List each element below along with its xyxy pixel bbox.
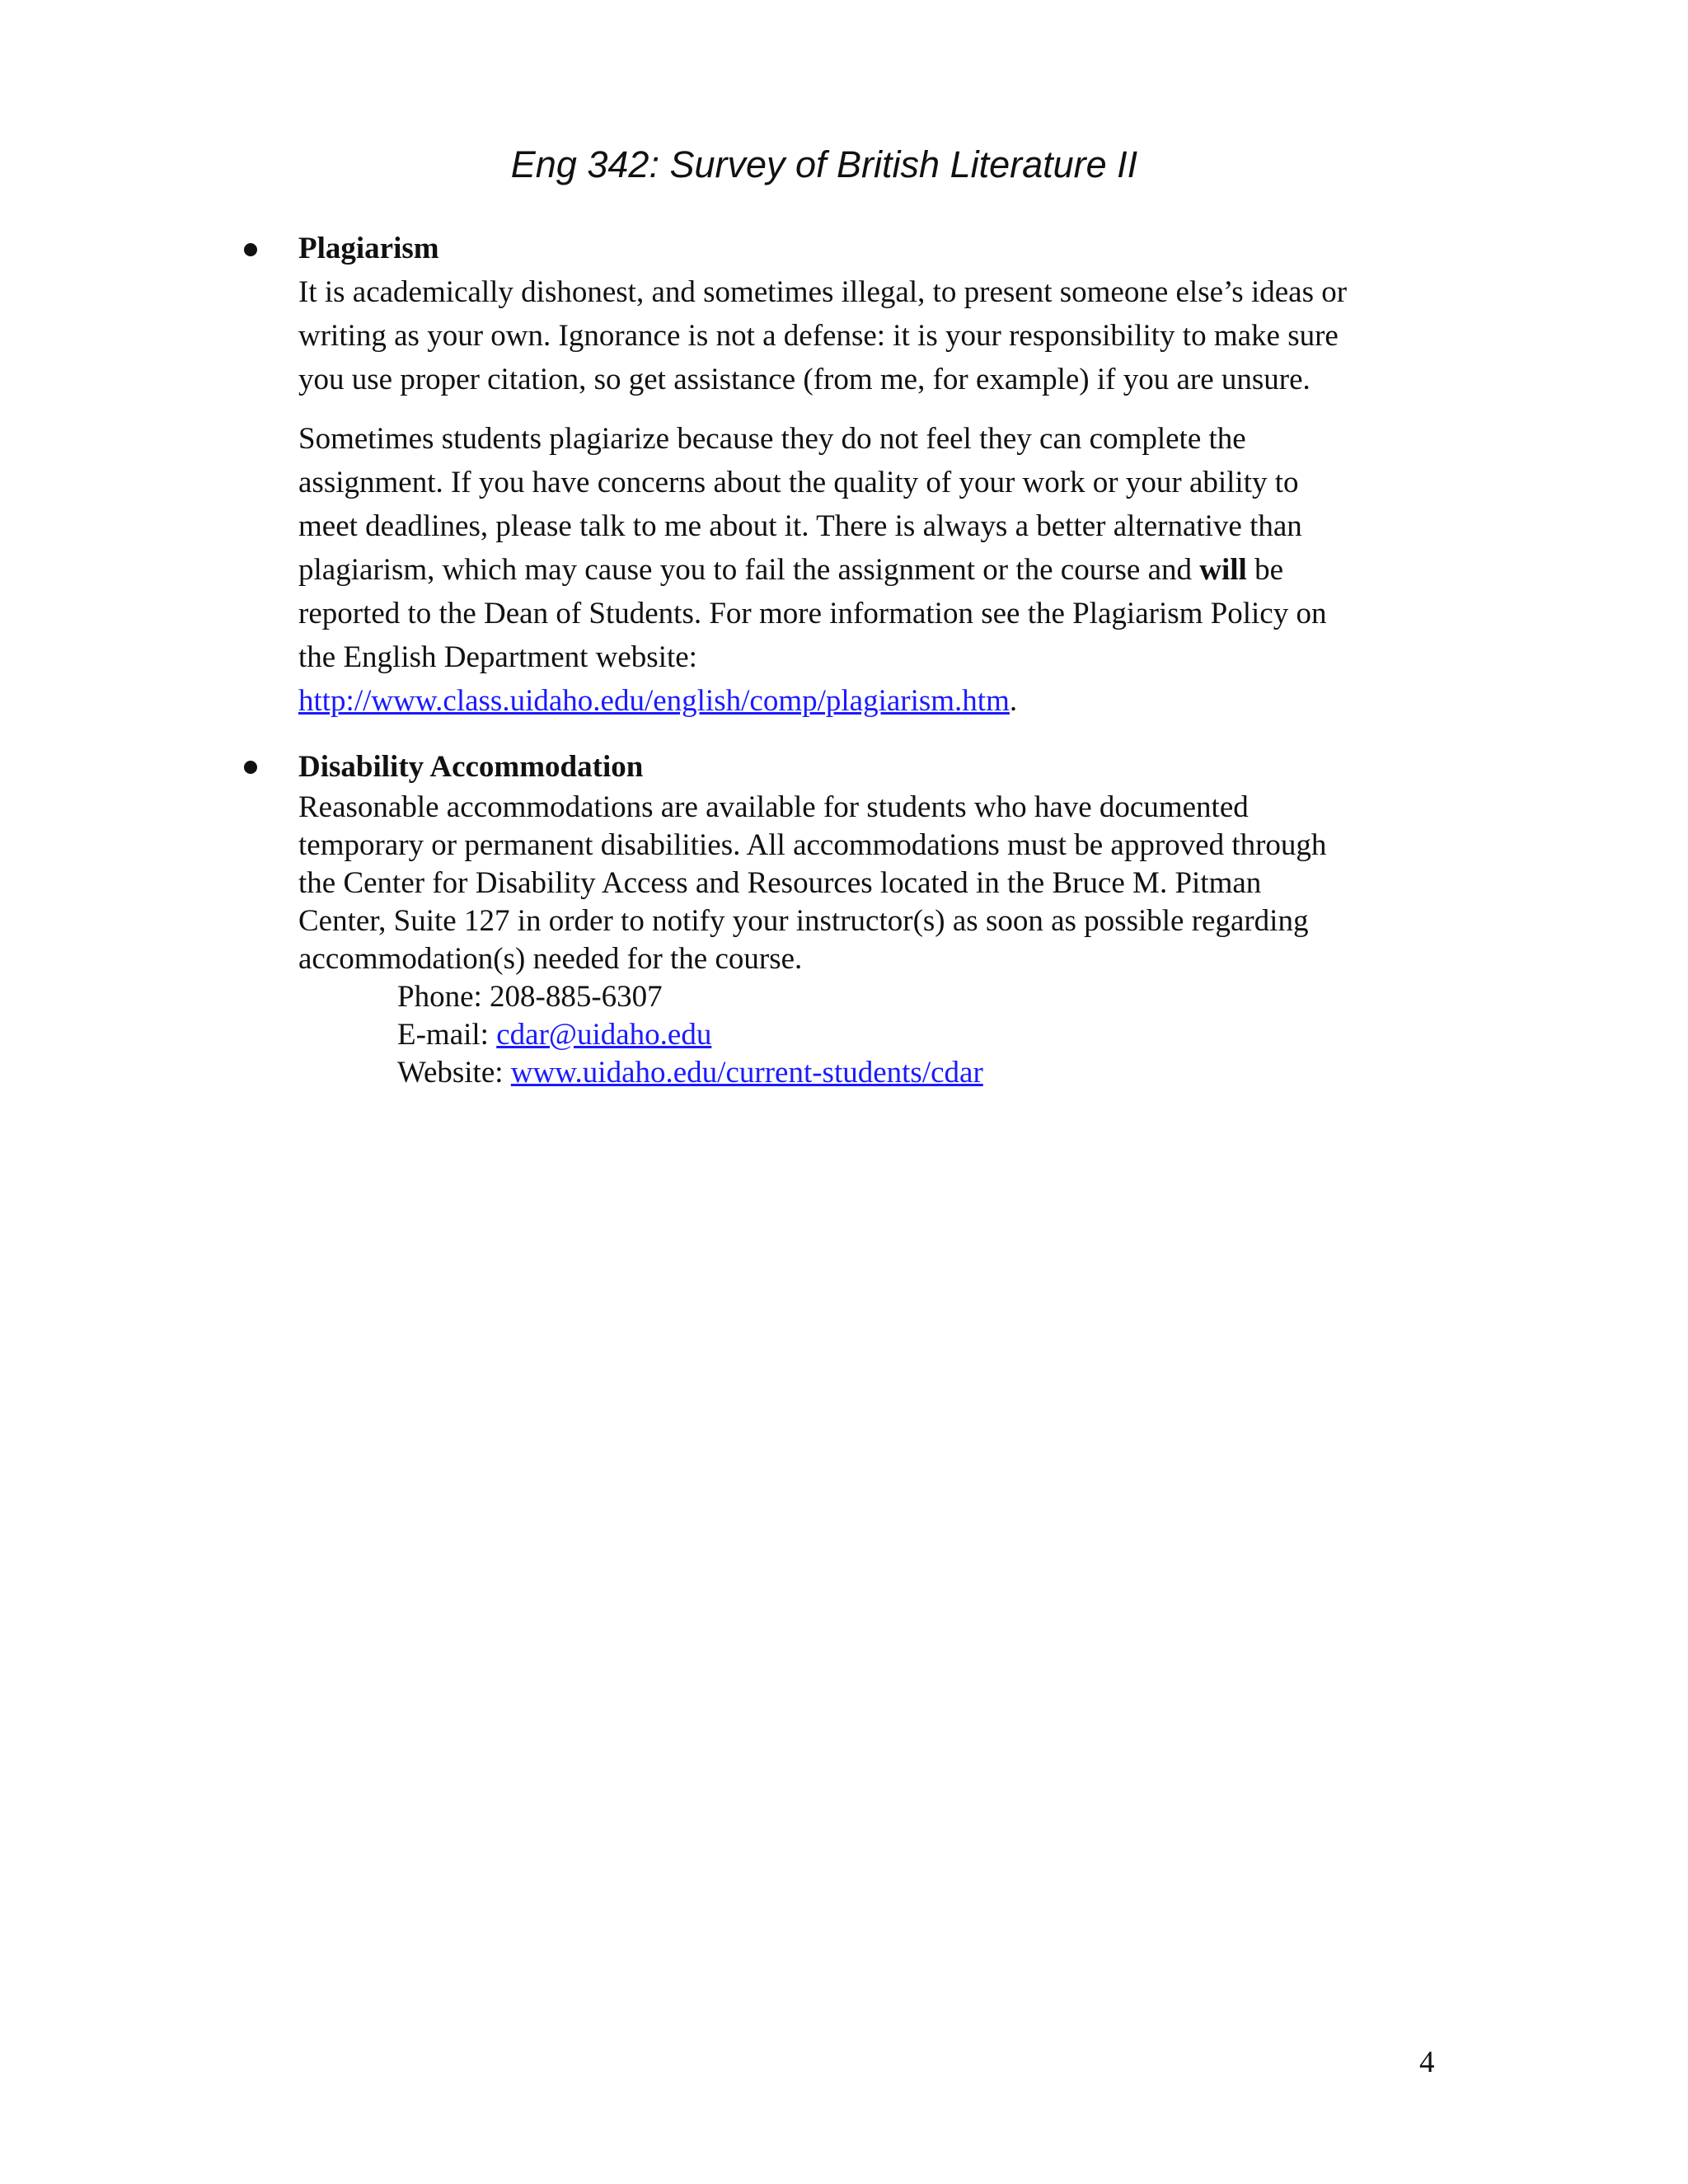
email-link[interactable]: cdar@uidaho.edu [496,1018,712,1052]
text-line: Sometimes students plagiarize because they do not feel they can complete the [298,422,1246,456]
text-line: the English Department website: [298,640,697,674]
text-line: accommodation(s) needed for the course. [298,942,803,976]
text-line: It is academically dishonest, and sometimes illegal, to present someone else’s ideas or [298,275,1348,309]
plagiarism-paragraph-1 [298,270,1452,401]
text-line: meet deadlines, please talk to me about it. There is always a better alternative than [298,509,1302,543]
text-line: assignment. If you have concerns about the quality of your work or your ability to [298,466,1299,499]
text-line: temporary or permanent disabilities. All accommodations must be approved through [298,828,1327,862]
phone-label: Phone: [397,980,490,1014]
plagiarism-paragraph-2 [298,417,1452,723]
text-line [298,548,1452,592]
website-label: Website: [397,1056,511,1090]
section-heading-disability: Disability Accommodation [298,750,644,784]
page-number: 4 [1419,2046,1435,2079]
text-run: be [1246,553,1284,587]
plagiarism-policy-link[interactable]: http://www.class.uidaho.edu/english/comp/plagiarism.htm [298,684,1010,718]
email-label: E-mail: [397,1018,497,1052]
disability-paragraph [298,789,1452,978]
page-header: Eng 342: Survey of British Literature II [510,143,1138,185]
contact-phone [298,978,1452,1016]
bullet-icon [244,243,257,256]
disability-section [298,745,1452,1092]
text-run: . [1009,684,1018,718]
contact-website [298,1054,1452,1092]
section-heading-plagiarism: Plagiarism [298,232,439,265]
website-link[interactable]: www.uidaho.edu/current-students/cdar [510,1056,983,1090]
bullet-icon [244,761,257,774]
text-line: Center, Suite 127 in order to notify your instructor(s) as soon as possible regarding [298,904,1309,938]
text-run: plagiarism, which may cause you to fail the assignment or the course and [298,553,1200,587]
text-line: you use proper citation, so get assistance (from me, for example) if you are unsure. [298,363,1311,396]
text-line: the Center for Disability Access and Resources located in the Bruce M. Pitman [298,866,1262,900]
emphasis-will: will [1199,553,1247,587]
plagiarism-section [298,227,1452,723]
phone-number: 208-885-6307 [490,980,663,1014]
text-line: writing as your own. Ignorance is not a defense: it is your responsibility to make sure [298,319,1339,353]
text-line [298,679,1452,723]
text-line: Reasonable accommodations are available for students who have documented [298,790,1249,824]
contact-email [298,1016,1452,1054]
text-line: reported to the Dean of Students. For more information see the Plagiarism Policy on [298,597,1327,630]
